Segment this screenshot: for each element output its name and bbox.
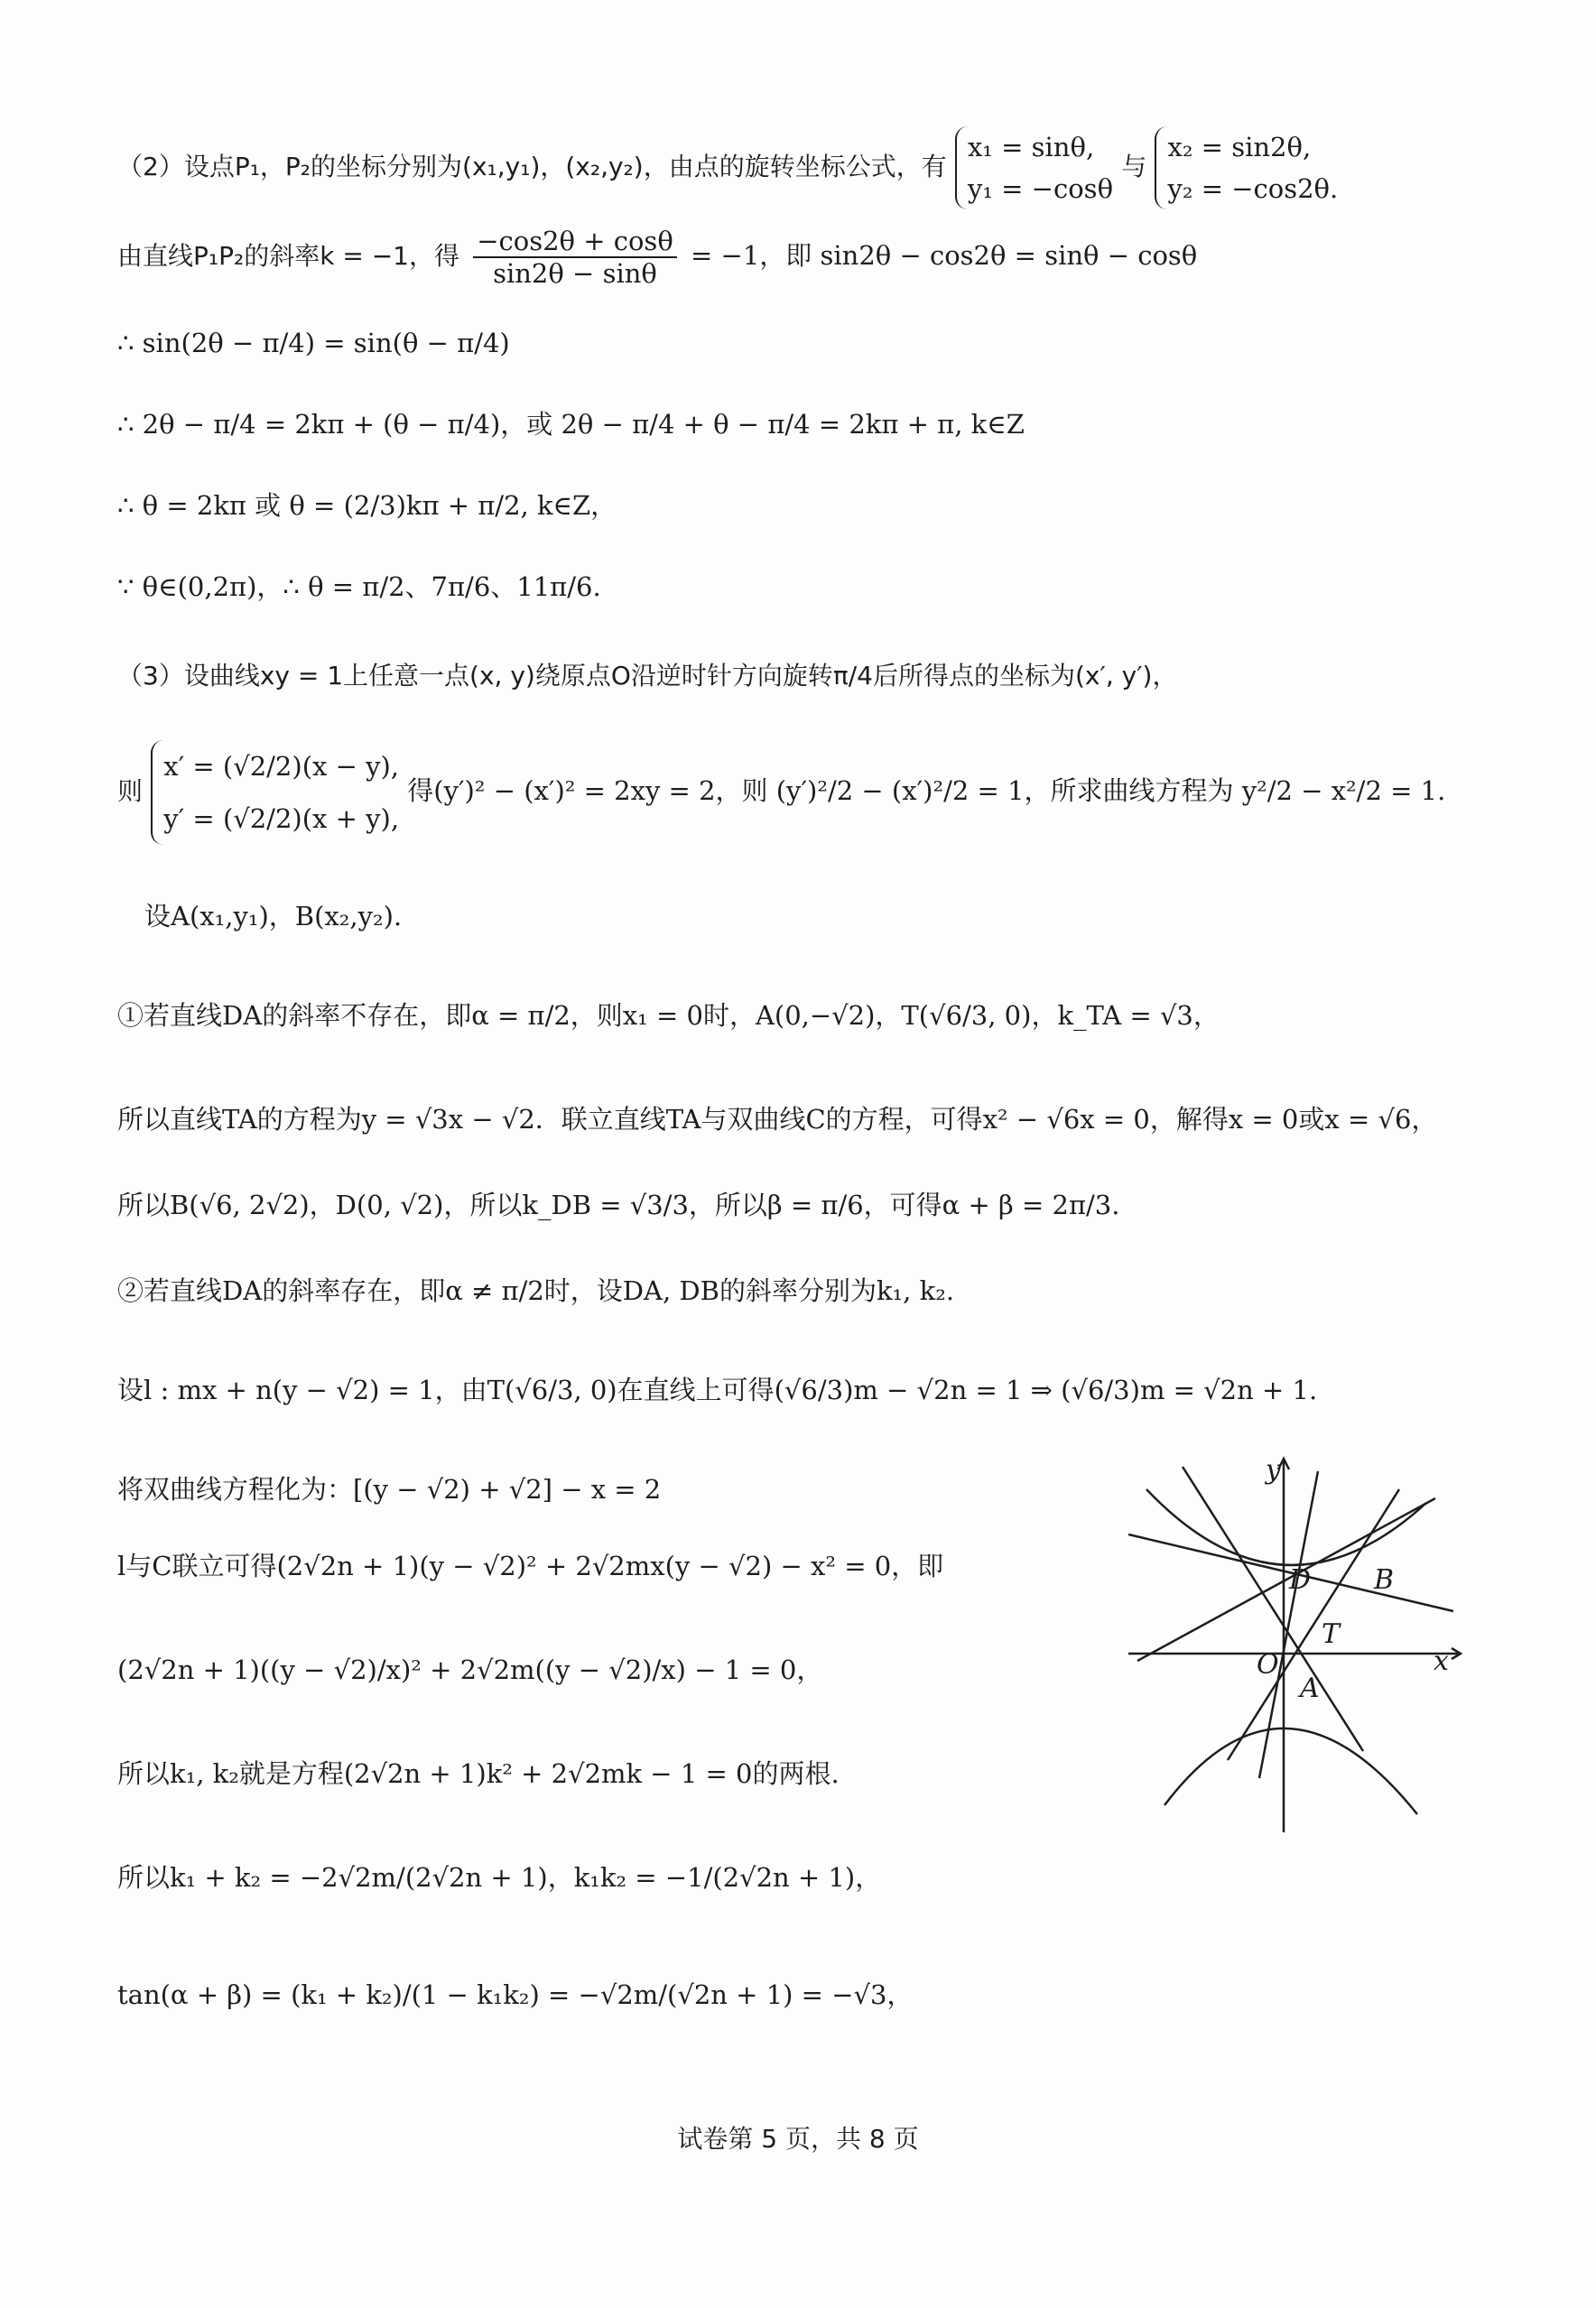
label-x: x: [1434, 1645, 1449, 1677]
rotation-result: 则 x′ = (√2/2)(x − y), y′ = (√2/2)(x + y), 得(y′)² − (x′)² = 2xy = 2，则 (y′)²/2 − (x′)²/2 = 1，所求曲线方程为 y²/2 − x²/2 = 1.: [117, 740, 1445, 845]
label-t: T: [1322, 1618, 1341, 1650]
label-y: y: [1266, 1454, 1281, 1486]
line-ta: [1228, 1489, 1399, 1760]
vieta-relations: 所以k₁ + k₂ = −2√2m/(2√2n + 1)，k₁k₂ = −1/(2√2n + 1)，: [117, 1862, 882, 1893]
rotation-system-1: x₁ = sinθ, y₁ = −cosθ: [955, 126, 1113, 209]
part2-setup: （2）设点P₁，P₂的坐标分别为(x₁,y₁)，(x₂,y₂)，由点的旋转坐标公式，有 x₁ = sinθ, y₁ = −cosθ 与 x₂ = sin2θ, y₂ = −cos2θ.: [117, 126, 1338, 209]
hyperbola-lower-branch: [1165, 1729, 1417, 1814]
case1-slope-undefined: ①若直线DA的斜率不存在，即α = π/2，则x₁ = 0时，A(0,−√2)，T(√6/3, 0)，k_TA = √3，: [117, 1000, 1220, 1031]
case2-slope-exists: ②若直线DA的斜率存在，即α ≠ π/2时，设DA, DB的斜率分别为k₁, k₂.: [117, 1275, 955, 1306]
define-points-ab: 设A(x₁,y₁)，B(x₂,y₂).: [144, 901, 403, 932]
combine-l-c: l与C联立可得(2√2n + 1)(y − √2)² + 2√2mx(y − √2) − x² = 0，即: [117, 1551, 944, 1581]
step-theta-values: ∵ θ∈(0,2π)，∴ θ = π/2、7π/6、11π/6.: [117, 571, 601, 602]
label-b: B: [1374, 1564, 1395, 1596]
label-o: O: [1257, 1649, 1279, 1681]
rotation-system-3: x′ = (√2/2)(x − y), y′ = (√2/2)(x + y),: [151, 740, 399, 845]
hyperbola-rewrite: 将双曲线方程化为：[(y − √2) + √2] − x = 2: [117, 1474, 662, 1505]
slope-fraction: $\frac{-\cos 2\theta + \cos\theta}{\sin 2\theta - \sin\theta}$: [473, 226, 677, 289]
tan-sum-result: tan(α + β) = (k₁ + k₂)/(1 − k₁k₂) = −√2m/(√2n + 1) = −√3，: [117, 1979, 914, 2010]
part3-setup: （3）设曲线xy = 1上任意一点(x, y)绕原点O沿逆时针方向旋转π/4后所得点的坐标为(x′, y′)，: [117, 661, 1178, 691]
slope-condition: 由直线P₁P₂的斜率k = −1，得 $\frac{-\cos 2\theta + \cos\theta}{\sin 2\theta - \sin\theta}$ = −1，即 sin2θ − cos2θ = sinθ − cosθ: [117, 226, 1198, 289]
page-footer: 试卷第 5 页，共 8 页: [677, 2124, 919, 2154]
step-sin-equation: ∴ sin(2θ − π/4) = sin(θ − π/4): [117, 328, 510, 358]
step-angle-cases: ∴ 2θ − π/4 = 2kπ + (θ − π/4)，或 2θ − π/4 + θ − π/4 = 2kπ + π, k∈Z: [117, 409, 1025, 440]
hyperbola-figure: [1128, 1453, 1462, 1832]
case1-result: 所以B(√6, 2√2)，D(0, √2)，所以k_DB = √3/3，所以β = π/6，可得α + β = 2π/3.: [117, 1190, 1120, 1220]
label-d: D: [1289, 1564, 1312, 1596]
case1-line-ta: 所以直线TA的方程为y = √3x − √2．联立直线TA与双曲线C的方程，可得x² − √6x = 0，解得x = 0或x = √6，: [117, 1104, 1438, 1135]
case2-line-l: 设l : mx + n(y − √2) = 1，由T(√6/3, 0)在直线上可得(√6/3)m − √2n = 1 ⇒ (√6/3)m = √2n + 1.: [117, 1375, 1318, 1405]
quadratic-in-ratio: (2√2n + 1)((y − √2)/x)² + 2√2m((y − √2)/x) − 1 = 0，: [117, 1655, 823, 1685]
label-a: A: [1300, 1673, 1320, 1704]
rotation-system-2: x₂ = sin2θ, y₂ = −cos2θ.: [1155, 126, 1338, 209]
step-theta-general: ∴ θ = 2kπ 或 θ = (2/3)kπ + π/2, k∈Z，: [117, 490, 617, 521]
roots-k1-k2: 所以k₁, k₂就是方程(2√2n + 1)k² + 2√2mk − 1 = 0的两根.: [117, 1758, 840, 1789]
